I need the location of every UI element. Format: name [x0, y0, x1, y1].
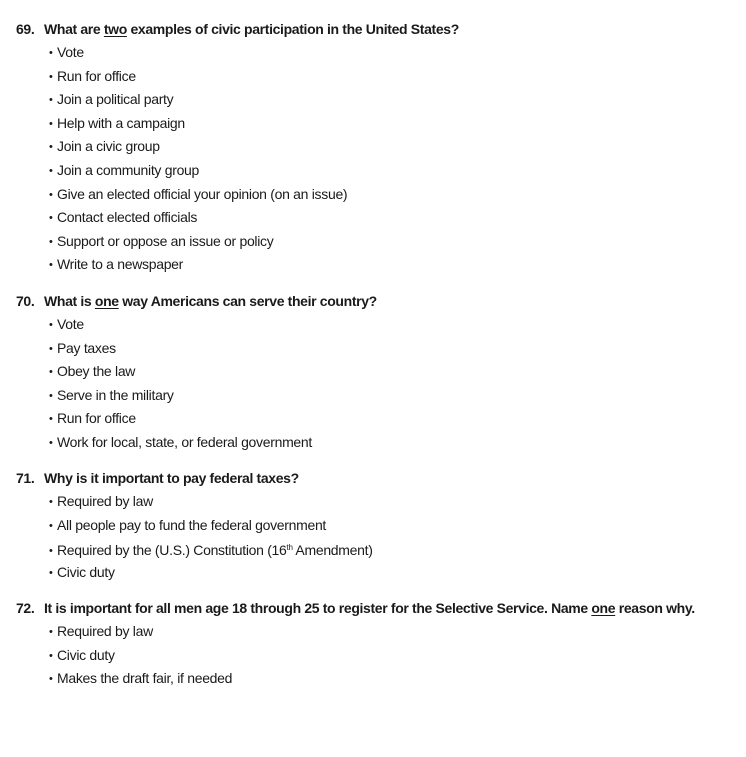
answer-text: Join a civic group	[57, 138, 160, 155]
bullet-icon: •	[49, 545, 53, 558]
bullet-icon: •	[49, 141, 53, 154]
question-number: 71.	[16, 470, 35, 486]
answer-text: Serve in the military	[57, 386, 174, 403]
answer-text: Run for office	[57, 67, 136, 84]
answer-text: Obey the law	[57, 363, 136, 380]
answer-text: Required by law	[57, 493, 153, 509]
bullet-icon: •	[49, 366, 53, 379]
bullet-icon: •	[49, 496, 53, 508]
answer-text: Run for office	[57, 410, 136, 427]
answer-item	[49, 339, 312, 363]
answer-item	[49, 137, 347, 161]
bullet-icon: •	[49, 342, 53, 355]
bullet-icon: •	[49, 235, 53, 248]
answer-text: Give an elected official your opinion (on an issue)	[57, 185, 348, 202]
answer-item	[49, 409, 312, 433]
answer-item	[49, 362, 312, 386]
answer-text: Makes the draft fair, if needed	[57, 670, 233, 687]
bullet-icon: •	[49, 673, 53, 686]
question-69	[16, 20, 459, 38]
answer-item	[49, 539, 373, 563]
question-emphasis: one	[591, 600, 616, 616]
question-emphasis: one	[94, 293, 119, 309]
question-text: way Americans can serve their country?	[118, 293, 377, 309]
answer-item	[49, 208, 347, 232]
answer-item	[49, 232, 347, 256]
bullet-icon: •	[49, 94, 53, 107]
answer-item	[49, 669, 232, 693]
answer-item	[49, 90, 347, 114]
question-text: It is important for all men age 18 through 25 to register for the Selective Service. Name	[44, 600, 592, 616]
answer-item	[49, 622, 232, 646]
bullet-icon: •	[49, 70, 53, 83]
bullet-icon: •	[49, 117, 53, 130]
answer-text: Required by the (U.S.) Constitution (16	[57, 542, 287, 559]
answer-text: Required by law	[57, 623, 153, 639]
answer-text: All people pay to fund the federal government	[57, 516, 327, 533]
question-71	[16, 469, 299, 487]
answer-text: Amendment)	[292, 542, 373, 559]
superscript: th	[286, 543, 293, 553]
bullet-icon: •	[49, 389, 53, 402]
bullet-icon: •	[49, 649, 53, 662]
answer-item	[49, 67, 347, 91]
answer-list-71	[49, 492, 373, 586]
bullet-icon: •	[49, 626, 53, 638]
question-70	[16, 292, 377, 310]
question-emphasis: two	[103, 21, 127, 37]
answer-item	[49, 161, 347, 185]
question-text: What are	[44, 21, 104, 37]
bullet-icon: •	[49, 164, 53, 177]
bullet-icon: •	[49, 47, 53, 59]
bullet-icon: •	[49, 413, 53, 426]
answer-item	[49, 563, 373, 587]
answer-item	[49, 516, 373, 540]
question-72	[16, 599, 695, 617]
bullet-icon: •	[49, 212, 53, 225]
answer-text: Write to a newspaper	[57, 256, 184, 273]
answer-list-69	[49, 43, 347, 279]
answer-item	[49, 43, 347, 67]
answer-text: Contact elected officials	[57, 209, 198, 226]
answer-list-72	[49, 622, 232, 693]
question-text: What is	[44, 293, 95, 309]
answer-item	[49, 185, 347, 209]
answer-item	[49, 492, 373, 516]
answer-item	[49, 433, 312, 457]
bullet-icon: •	[49, 188, 53, 201]
question-number: 70.	[16, 293, 35, 309]
answer-text: Join a political party	[57, 91, 174, 108]
question-text: reason why.	[615, 600, 695, 616]
answer-text: Help with a campaign	[57, 114, 185, 131]
answer-item	[49, 646, 232, 670]
answer-text: Vote	[57, 316, 84, 332]
answer-item	[49, 386, 312, 410]
question-text: examples of civic participation in the United States?	[126, 21, 459, 37]
bullet-icon: •	[49, 519, 53, 532]
answer-item	[49, 114, 347, 138]
answer-text: Support or oppose an issue or policy	[57, 232, 274, 249]
bullet-icon: •	[49, 566, 53, 579]
answer-item	[49, 255, 347, 279]
answer-text: Work for local, state, or federal government	[57, 433, 312, 450]
answer-text: Pay taxes	[57, 339, 116, 356]
answer-text: Civic duty	[57, 646, 115, 663]
bullet-icon: •	[49, 436, 53, 449]
answer-item	[49, 315, 312, 339]
bullet-icon: •	[49, 259, 53, 272]
answer-text: Civic duty	[57, 563, 115, 580]
answer-text: Join a community group	[57, 161, 200, 178]
question-number: 72.	[16, 600, 35, 616]
bullet-icon: •	[49, 319, 53, 331]
answer-list-70	[49, 315, 312, 457]
answer-text: Vote	[57, 44, 84, 60]
question-number: 69.	[16, 21, 35, 37]
question-text: Why is it important to pay federal taxes?	[44, 470, 299, 486]
